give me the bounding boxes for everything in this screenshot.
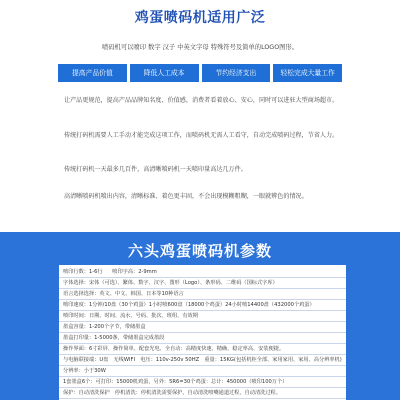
params-title: 六头鸡蛋喷码机参数: [127, 242, 272, 260]
param-cell: 喷印时间：日期、时间、流水、号码、批次、班组、有效期: [63, 313, 198, 319]
param-row: [59, 278, 346, 289]
param-cell: 字体选择：宋体（可选）、繁体、数字、汉字、图形（Logo）、条形码、二维码（国标式字库）: [63, 280, 278, 286]
param-cell: 语言选择选择：英文、中文、韩国、日本等10种语言: [63, 291, 184, 297]
paragraph-volume: 传统打码机一天最多几百件，高清晰喷码机一天喷印量高达几万件。: [64, 166, 247, 173]
param-cell: 与电脑联接端：U盘 无线WIFI 电压：110v-250v 50HZ 重量：15KG(包括机柜全部、家用家用、家用、高分辨率机): [63, 357, 342, 363]
param-cell: 喷印速度：1分钟/10盘（30个鸡蛋）1小时喷600盘（18000个鸡蛋）24小时喷14400盘（432000个鸡蛋）: [63, 302, 315, 308]
params-section: [0, 232, 400, 400]
param-cell: 墨盒容量：1-200个字节，带储墨盒: [63, 324, 146, 330]
param-cell: 1套墨盒6个：可打印：15000机鸡蛋，另外：5R6=30个鸡蛋：总计：450000（喷印100万个）: [63, 379, 288, 385]
tag-save-expense: 节约经济支出: [202, 64, 271, 82]
paragraph-clarity: 高清晰喷码机喷出内容，清晰标准、着色更丰固，不会出现模糊粗糊，一眼就辨色的情况。: [64, 193, 308, 200]
param-row: [59, 267, 346, 278]
tag-large-workload: 轻松完成大量工作: [273, 64, 342, 82]
paragraph-brand: 让产品更规范，提高产品品牌知名度、价值感，消费者看着放心、安心，同时可以进驻大型商场超市。: [64, 97, 339, 104]
param-row: [59, 322, 346, 333]
page-title: 鸡蛋喷码机适用广泛: [134, 10, 266, 26]
param-row: [59, 311, 346, 322]
param-cell: 操作界面：6寸彩屏、操作简单、配套光电、全自动：高精度快速、精确、稳定率高、安装便捷。: [63, 346, 285, 352]
param-cell: 墨盒打印量：1-5000条，带储墨盒完成墨段: [63, 335, 165, 341]
param-row: [59, 344, 346, 355]
tag-product-value: 提高产品价值: [58, 64, 127, 82]
param-row: [59, 355, 346, 366]
params-table: [59, 265, 346, 400]
param-row: [59, 377, 346, 388]
page-subtitle: 喷码机可以喷印 数字 汉子 中英文字母 特殊符号及简单的LOGO图形。: [101, 44, 299, 51]
param-row: [59, 289, 346, 300]
param-row: [59, 300, 346, 311]
param-cell: 分辨率：小于30W: [63, 368, 106, 374]
feature-tags: [58, 64, 342, 82]
paragraph-labor: 传统打码机需要人工手动才能完成这项工作，而喷码机无需人工看守，自动完成喷码过程，节省人力。: [64, 132, 339, 139]
param-cell: 保护：自动清洗保护 停机清洗：停机清洗需要保护，自动清洗喷嘴通道过程，自动清洗过程。: [63, 390, 281, 396]
param-row: [59, 388, 346, 399]
param-cell: 喷印字高：2-9mm: [112, 269, 157, 275]
param-cell: 喷印行数：1-6行: [63, 269, 103, 275]
tag-labor-cost: 降低人工成本: [130, 64, 199, 82]
param-row: [59, 333, 346, 344]
param-row: [59, 366, 346, 377]
